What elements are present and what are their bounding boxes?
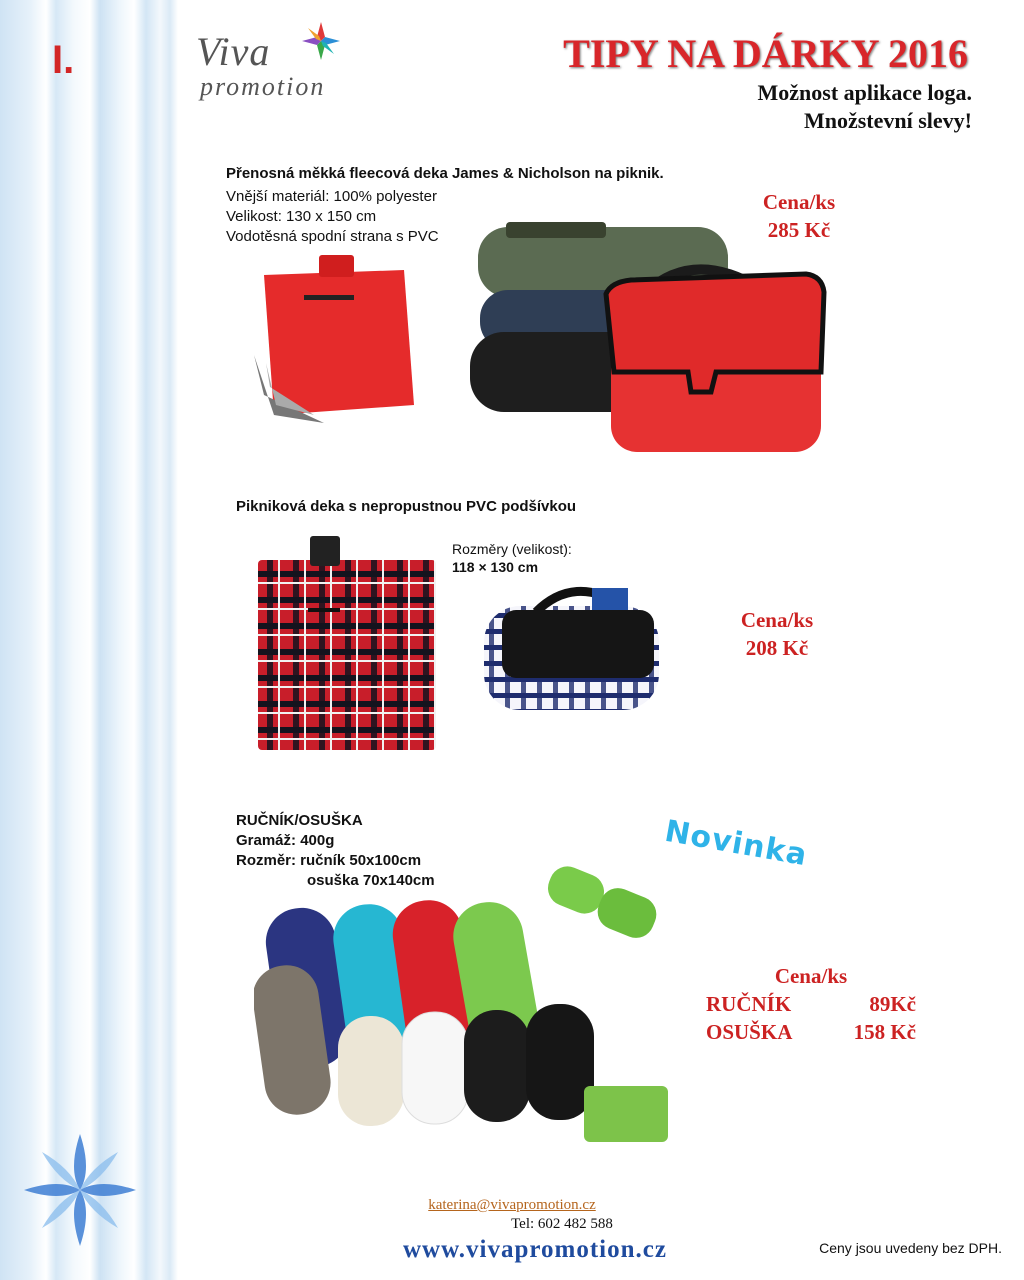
product3-size-towel: Rozměr: ručník 50x100cm [236, 852, 422, 869]
product1-waterproof: Vodotěsná spodní strana s PVC [226, 228, 439, 245]
logo-text-viva: Viva [196, 29, 271, 74]
rolled-plaid-blanket-image [484, 576, 664, 712]
product3-osuska-price: 158 Kč [853, 1020, 916, 1044]
page-title: TIPY NA DÁRKY 2016 [563, 31, 968, 76]
product1-size: Velikost: 130 x 150 cm [226, 208, 377, 225]
subtitle-logo-application: Možnost aplikace loga. [757, 80, 972, 105]
product1-material: Vnější materiál: 100% polyester [226, 188, 437, 205]
product2-price-block [718, 606, 836, 662]
footer-vat-note: Ceny jsou uvedeny bez DPH. [819, 1240, 1002, 1256]
product3-price-block [706, 962, 916, 1046]
product2-dimensions: 118 × 130 cm [452, 559, 539, 575]
product2-price: 208 Kč [745, 636, 809, 660]
footer-phone: Tel: 602 482 588 [511, 1216, 613, 1232]
product3-price-row-osuska [706, 1018, 916, 1046]
product3-osuska-name: OSUŠKA [706, 1020, 793, 1044]
product3-size-bath-towel: osuška 70x140cm [307, 872, 435, 889]
product1-price: 285 Kč [767, 218, 831, 242]
decorative-stripes [0, 0, 178, 1280]
logo-text-promotion: promotion [200, 72, 326, 101]
product3-rucnik-name: RUČNÍK [706, 992, 792, 1016]
section-mark: I. [52, 38, 75, 82]
product2-dimensions-label: Rozměry (velikost): [452, 541, 572, 557]
green-towel-rolls-image [542, 862, 662, 948]
logo-star-icon [300, 20, 342, 62]
red-plaid-blanket-image [258, 536, 438, 752]
subtitle-volume-discounts: Množstevní slevy! [803, 108, 972, 133]
product1-price-label: Cena/ks [762, 190, 836, 214]
rolled-fleece-blankets-image [466, 222, 846, 452]
product1-title: Přenosná měkká fleecová deka James & Nicholson na piknik. [226, 165, 664, 182]
product2-title: Pikniková deka s nepropustnou PVC podšívkou [236, 498, 577, 515]
product3-weight: Gramáž: 400g [236, 832, 335, 849]
red-fleece-blanket-image [254, 255, 424, 425]
viva-promotion-logo [196, 18, 346, 108]
product2-price-label: Cena/ks [740, 608, 814, 632]
product3-price-label: Cena/ks [774, 964, 848, 988]
novinka-badge: Novinka [662, 813, 811, 874]
product3-price-row-rucnik [706, 990, 916, 1018]
product3-rucnik-price: 89Kč [869, 992, 916, 1016]
product3-title: RUČNÍK/OSUŠKA [236, 812, 363, 829]
footer-email-link[interactable]: katerina@vivapromotion.cz [428, 1197, 596, 1213]
footer-website-link[interactable]: www.vivapromotion.cz [403, 1236, 667, 1263]
